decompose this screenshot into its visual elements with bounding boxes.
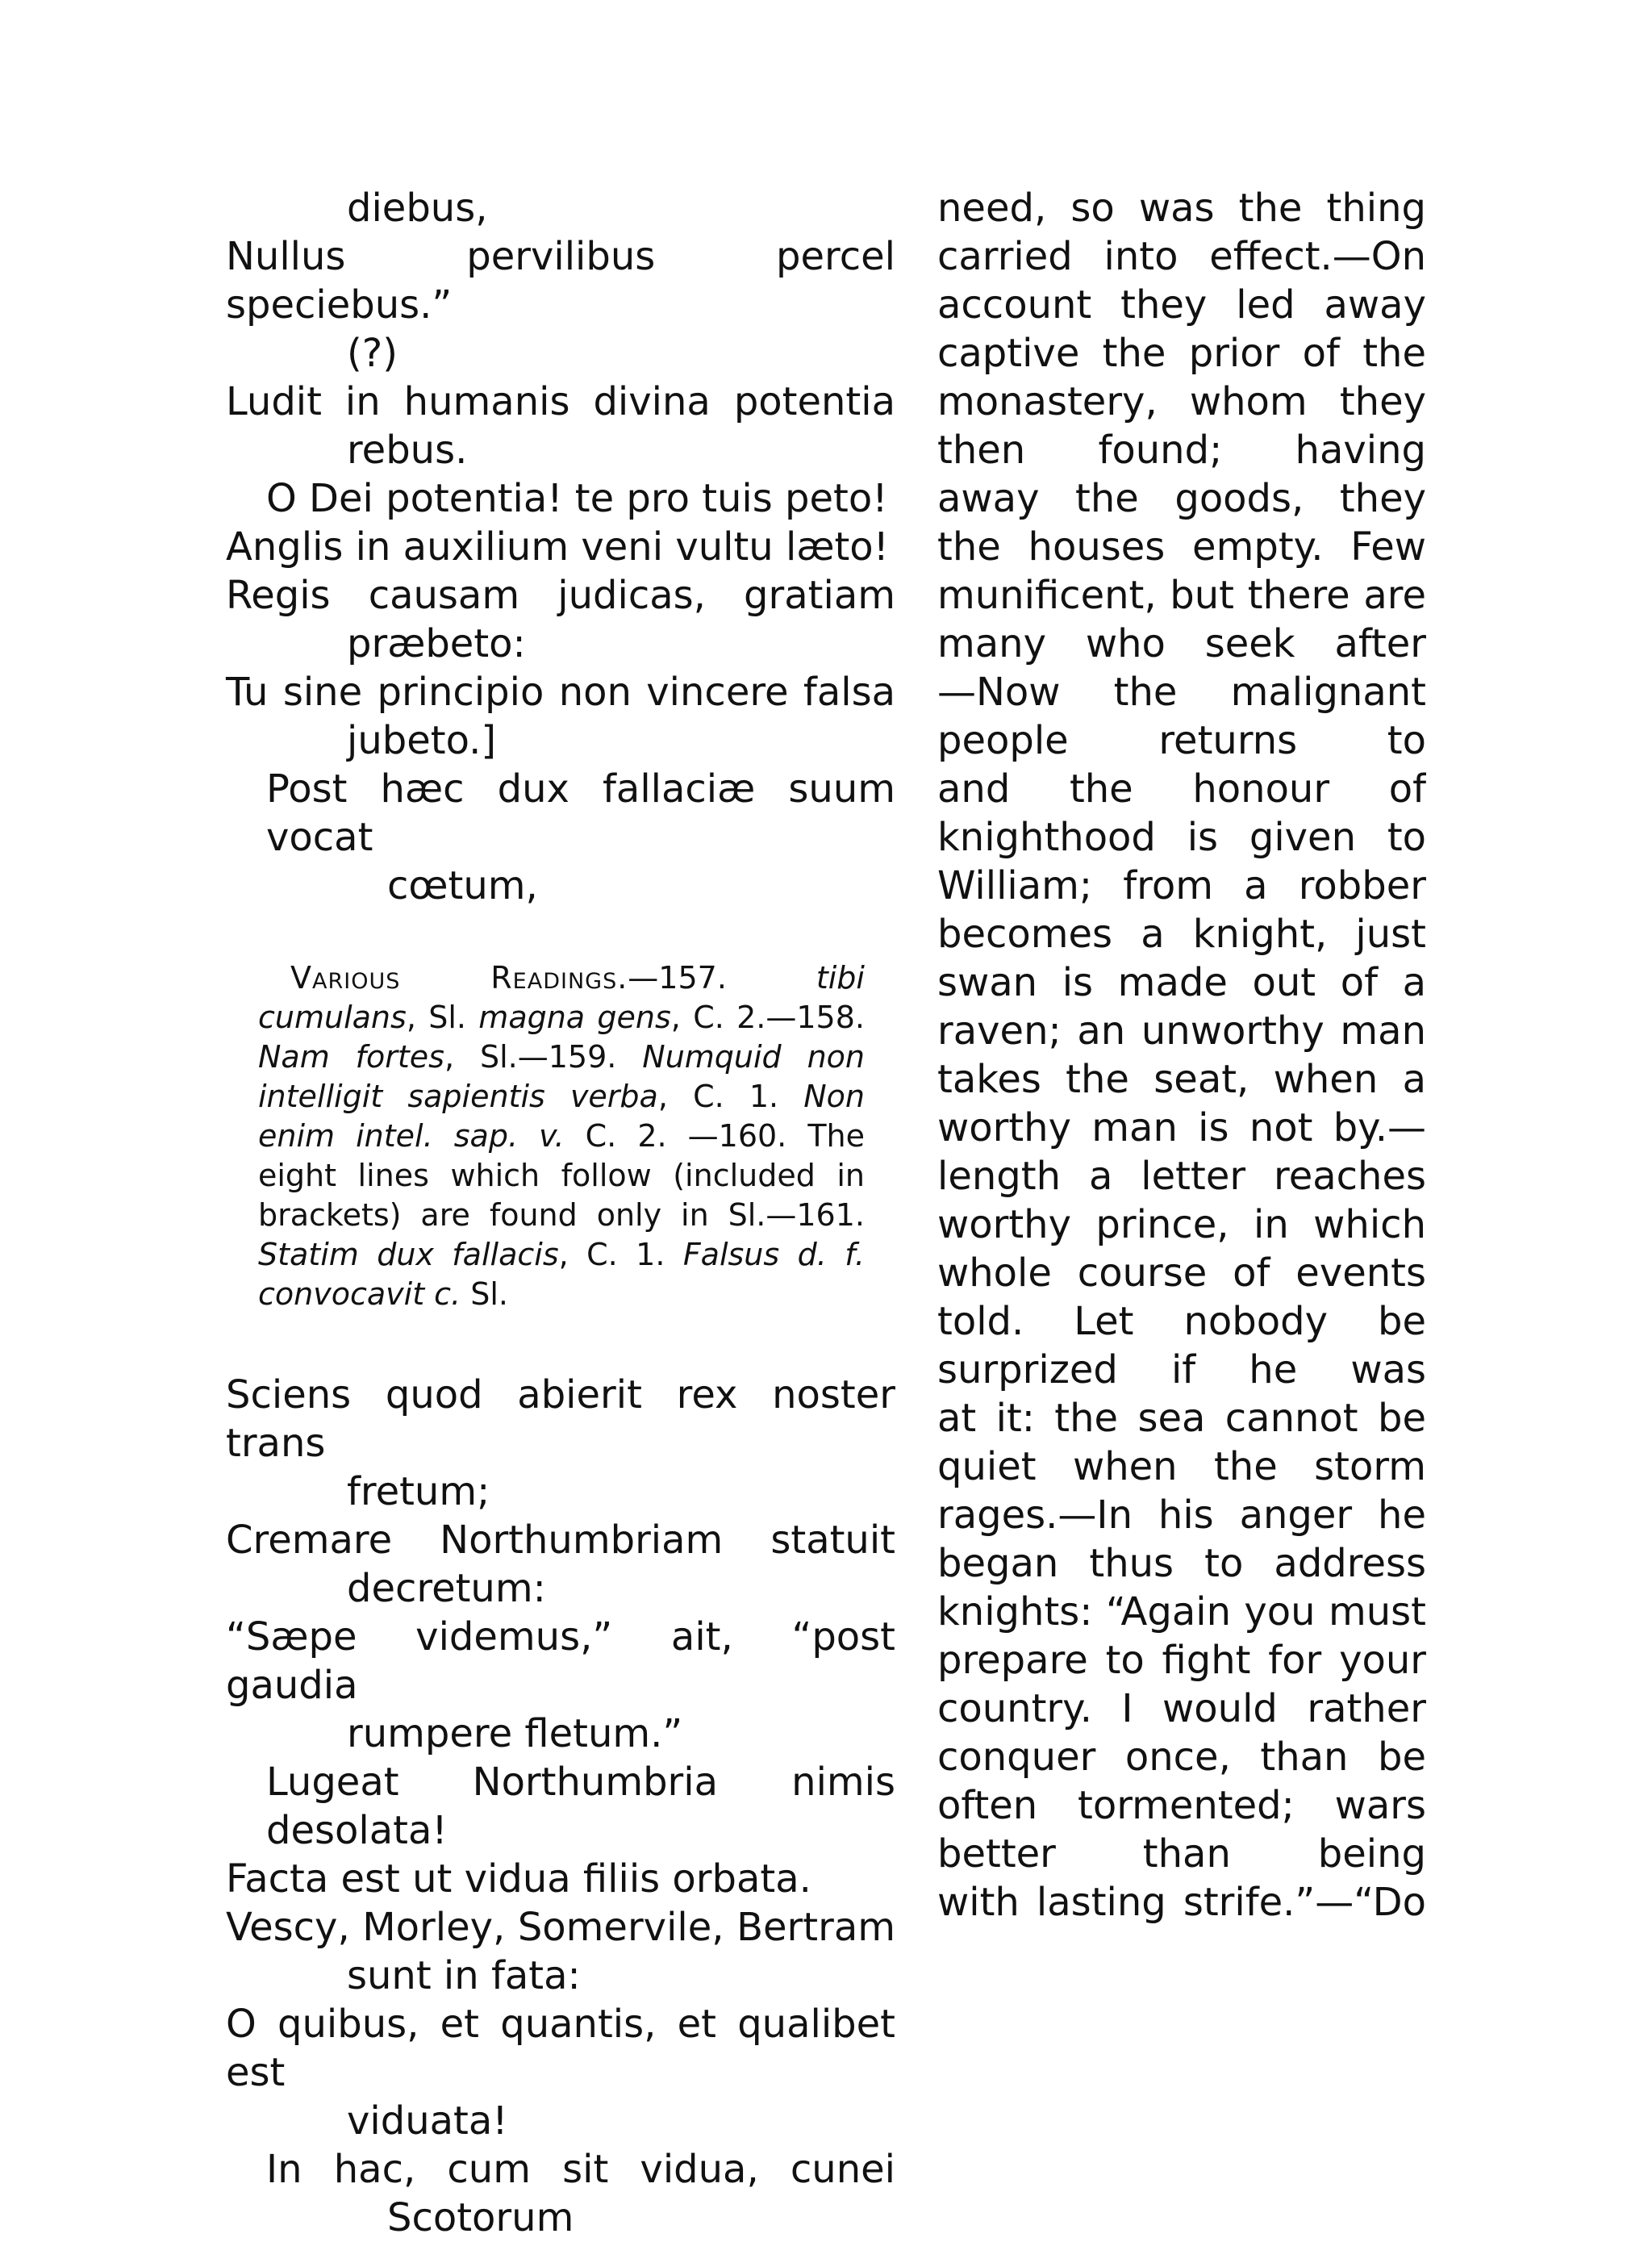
prose-line: account they led away	[937, 282, 1426, 328]
prose-line: often tormented; wars	[937, 1783, 1426, 1828]
reading-reference: —157.	[628, 960, 816, 996]
verse-line: In hac, cum sit vidua, cunei	[266, 2147, 895, 2192]
verse-line-continuation: viduata!	[347, 2098, 508, 2144]
prose-line: prepare to fight for your	[937, 1638, 1426, 1683]
reading-reference: , C. 2.—158.	[670, 1000, 865, 1035]
prose-line: quiet when the storm	[937, 1444, 1426, 1489]
verse-line-continuation: diebus,	[347, 186, 488, 231]
readings-text	[258, 960, 865, 1312]
reading-reference: , Sl.	[406, 1000, 479, 1035]
reading-reference: C. 2. —160. The eight lines which follow (included in brackets) are found only in Sl.—161.	[258, 1118, 865, 1233]
prose-line: worthy prince, in which	[937, 1202, 1426, 1247]
verse-line: O Dei potentia! te pro tuis peto!	[266, 476, 888, 521]
prose-line: conquer once, than be	[937, 1735, 1426, 1780]
verse-block-top	[226, 184, 895, 910]
verse-line: Vescy, Morley, Somervile, Bertram	[226, 1905, 895, 1950]
prose-line: many who seek after	[937, 621, 1426, 666]
latin-verse-column	[226, 184, 895, 2242]
reading-reference: , C. 1.	[657, 1079, 804, 1114]
verse-line-continuation: fretum;	[347, 1469, 490, 1514]
verse-line: Facta est ut vidua filiis orbata.	[226, 1856, 811, 1902]
reading-variant: magna gens	[478, 1000, 671, 1035]
verse-line-continuation: sunt in fata:	[347, 1953, 581, 1998]
verse-line-continuation: (?)	[347, 331, 398, 376]
prose-line: —Now the malignant	[937, 670, 1426, 715]
verse-line-continuation: rumpere fletum.”	[347, 1711, 683, 1756]
verse-line: “Sæpe videmus,” ait, “post gaudia	[226, 1614, 895, 1708]
verse-line: Sciens quod abierit rex noster trans	[226, 1372, 895, 1466]
verse-line: Nullus pervilibus percel speciebus.”	[226, 234, 895, 328]
reading-variant: Numquid non intelligit sapientis verba	[258, 1039, 866, 1114]
verse-line: Cremare Northumbriam statuit	[226, 1518, 895, 1563]
prose-line: munificent, but there are	[937, 573, 1426, 618]
reading-variant: Statim dux fallacis	[258, 1237, 559, 1272]
verse-line-continuation: jubeto.]	[347, 718, 497, 763]
reading-reference: , Sl.—159.	[444, 1039, 643, 1075]
prose-line: told. Let nobody be	[937, 1299, 1426, 1344]
prose-line: rages.—In his anger he	[937, 1493, 1426, 1538]
prose-line: carried into effect.—On	[937, 234, 1426, 279]
prose-line: with lasting strife.”—“Do	[937, 1880, 1426, 1925]
verse-line: O quibus, et quantis, et qualibet est	[226, 2002, 895, 2095]
prose-line: then found; having	[937, 428, 1426, 473]
verse-block-bottom	[226, 1371, 895, 2242]
prose-line: William; from a robber	[937, 863, 1426, 908]
verse-line-continuation: rebus.	[347, 428, 468, 473]
prose-line: knighthood is given to	[937, 815, 1426, 860]
prose-line: knights: “Again you must	[937, 1589, 1426, 1635]
prose-line: monastery, whom they	[937, 379, 1426, 424]
verse-line: Regis causam judicas, gratiam	[226, 573, 895, 618]
prose-line: whole course of events	[937, 1250, 1426, 1296]
verse-line-continuation: præbeto:	[347, 621, 526, 666]
prose-line: swan is made out of a	[937, 960, 1426, 1005]
verse-line-continuation: Scotorum	[387, 2195, 574, 2240]
prose-line: at it: the sea cannot be	[937, 1396, 1426, 1441]
verse-line: Ludit in humanis divina potentia	[226, 379, 895, 424]
reading-reference: Sl.	[461, 1276, 508, 1312]
verse-line: Anglis in auxilium veni vultu læto!	[226, 524, 889, 570]
verse-line: Tu sine principio non vincere falsa	[226, 670, 895, 715]
english-translation-column	[937, 184, 1426, 1927]
prose-line: raven; an unworthy man	[937, 1008, 1426, 1054]
prose-line: the houses empty. Few	[937, 524, 1426, 570]
prose-line: becomes a knight, just	[937, 912, 1426, 957]
prose-line: away the goods, they	[937, 476, 1426, 521]
prose-line: surprized if he was	[937, 1347, 1426, 1392]
reading-variant: Falsus d. f. convocavit c.	[258, 1237, 866, 1312]
verse-line: Post hæc dux fallaciæ suum vocat	[266, 766, 895, 860]
prose-line: better than being	[937, 1831, 1426, 1877]
prose-line: captive the prior of the	[937, 331, 1426, 376]
verse-line-continuation: cœtum,	[387, 863, 538, 908]
reading-variant: Nam fortes	[258, 1039, 444, 1075]
verse-line: Lugeat Northumbria nimis desolata!	[266, 1760, 895, 1853]
prose-line: worthy man is not by.—	[937, 1105, 1426, 1150]
prose-line: takes the seat, when a	[937, 1057, 1426, 1102]
prose-line: need, so was the thing	[937, 186, 1426, 231]
verse-line-continuation: decretum:	[347, 1566, 546, 1611]
reading-variant: Non enim intel. sap. v.	[258, 1079, 865, 1154]
prose-line: people returns to	[937, 718, 1426, 763]
readings-label: Various Readings.	[290, 960, 628, 996]
reading-variant: tibi cumulans	[258, 960, 865, 1035]
prose-line: country. I would rather	[937, 1686, 1426, 1731]
prose-line: began thus to address	[937, 1541, 1426, 1586]
reading-reference: , C. 1.	[558, 1237, 683, 1272]
prose-line: length a letter reaches	[937, 1154, 1426, 1199]
prose-line: and the honour of	[937, 766, 1426, 812]
various-readings-note	[258, 958, 865, 1314]
